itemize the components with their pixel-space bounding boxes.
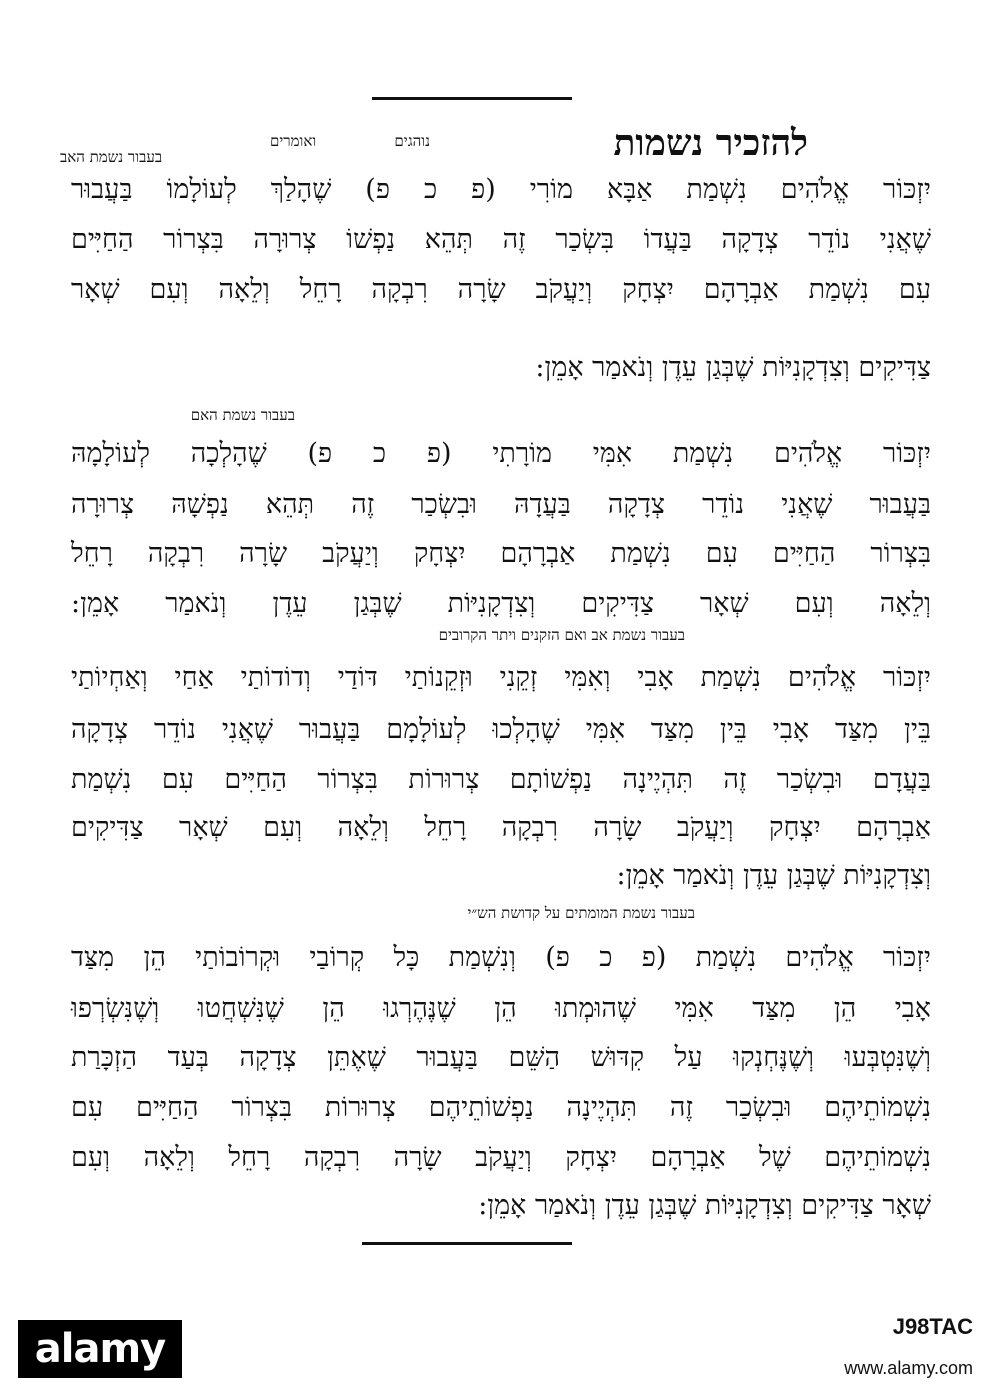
text-line: אַבְרָהָם יִצְחָק וְיַעֲקֹב שָׂרָה רִבְקָה רָחֵל וְלֵאָה וְעִם שְׁאָר צַדִּיקִים bbox=[71, 812, 931, 843]
text-line: נִשְׁמוֹתֵיהֶם שֶׁל אַבְרָהָם יִצְחָק וְיַעֲקֹב שָׂרָה רִבְקָה רָחֵל וְלֵאָה וְעִם bbox=[71, 1142, 931, 1173]
section-heading-martyrs: בעבור נשמת המומתים על קדושת הש״י bbox=[467, 904, 695, 922]
text-line: שְׁאָר צַדִּיקִים וְצִדְקָנִיּוֹת שֶׁבְּגַן עֵדֶן וְנֹאמַר אָמֵן: bbox=[478, 1190, 931, 1221]
site-url: www.alamy.com bbox=[844, 1358, 973, 1378]
watermark-footer bbox=[0, 1300, 995, 1390]
title-row bbox=[270, 118, 930, 174]
text-line: בֵּין מִצַּד אָבִי בֵּין מִצַּד אִמִּי שֶׁהָלְכוּ לְעוֹלָמָם בַּעֲבוּר שֶׁאֲנִי נוֹדֵר צְדָקָה bbox=[71, 714, 931, 745]
top-rule bbox=[372, 97, 572, 100]
text-line: עִם נִשְׁמַת אַבְרָהָם יִצְחָק וְיַעֲקֹב שָׂרָה רִבְקָה רָחֵל וְלֵאָה וְעִם שְׁאָר bbox=[71, 274, 931, 305]
section-heading-mother: בעבור נשמת האם bbox=[190, 406, 295, 424]
text-line: בַּעֲבוּר שֶׁאֲנִי נוֹדֵר צְדָקָה בַּעֲדָהּ וּבִשְׂכַר זֶה תְּהֵא נַפְשָׁהּ צְרוּרָה bbox=[71, 489, 931, 520]
alamy-logo: alamy bbox=[18, 1320, 182, 1378]
text-line: נִשְׁמוֹתֵיהֶם וּבִשְׂכַר זֶה תִּהְיֶינָה נַפְשׁוֹתֵיהֶם צְרוּרוֹת בִּצְרוֹר הַחַיִּים עִם bbox=[71, 1092, 931, 1123]
text-line: וְלֵאָה וְעִם שְׁאָר צַדִּיקִים וְצִדְקָנִיּוֹת שֶׁבְּגַן עֵדֶן וְנֹאמַר אָמֵן: bbox=[71, 588, 931, 619]
section-heading-father: בעבור נשמת האב bbox=[60, 148, 163, 166]
text-line: בִּצְרוֹר הַחַיִּים עִם נִשְׁמַת אַבְרָהָם יִצְחָק וְיַעֲקֹב שָׂרָה רִבְקָה רָחֵל bbox=[71, 538, 931, 569]
text-line: יִזְכּוֹר אֱלֹהִים נִשְׁמַת אִמִּי מוֹרָתִי (פ כ פ) שֶׁהָלְכָה לְעוֹלָמָהּ bbox=[71, 438, 931, 469]
title-suffix: ואומרים bbox=[270, 132, 317, 150]
text-line: יִזְכּוֹר אֱלֹהִים נִשְׁמַת אָבִי וְאִמִּי זְקֵנִי וּזְקֵנוֹתַי דּוֹדַי וְדוֹדוֹתַי אַחַי וְאַחְיוֹתַי bbox=[71, 662, 931, 693]
section-heading-relatives: בעבור נשמת אב ואם הזקנים ויתר הקרובים bbox=[438, 626, 685, 644]
text-line: אָבִי הֵן מִצַּד אִמִּי שֶׁהוּמְתוּ הֵן שֶׁנֶּהֶרְגוּ הֵן שֶׁנִּשְׁחֲטוּ וְשֶׁנִּשְׂרְפוּ bbox=[71, 993, 931, 1024]
text-line: יִזְכּוֹר אֱלֹהִים נִשְׁמַת אַבָּא מוֹרִי (פ כ פ) שֶׁהָלַךְ לְעוֹלָמוֹ בַּעֲבוּר bbox=[71, 174, 931, 205]
text-line: צַדִּיקִים וְצִדְקָנִיּוֹת שֶׁבְּגַן עֵדֶן וְנֹאמַר אָמֵן: bbox=[535, 352, 931, 383]
page-title: להזכיר נשמות bbox=[613, 122, 808, 164]
title-prefix: נוהגים bbox=[394, 132, 430, 150]
text-line: וְשֶׁנִּטְבְּעוּ וְשֶׁנֶּחְנְקוּ עַל קִדּוּשׁ הַשֵּׁם בַּעֲבוּר שֶׁאֶתֵּן צְדָקָה בְּעַד הַזְכָּרַת bbox=[71, 1042, 931, 1073]
bottom-rule bbox=[362, 1242, 572, 1245]
text-line: בַּעֲדָם וּבִשְׂכַר זֶה תִּהְיֶינָה נַפְשׁוֹתָם צְרוּרוֹת בִּצְרוֹר הַחַיִּים עִם נִשְׁמַת bbox=[71, 764, 931, 795]
text-line: שֶׁאֲנִי נוֹדֵר צְדָקָה בַּעֲדוֹ בִּשְׂכַר זֶה תְּהֵא נַפְשׁוֹ צְרוּרָה בִּצְרוֹר הַחַיִּים bbox=[71, 224, 931, 255]
text-line: יִזְכּוֹר אֱלֹהִים נִשְׁמַת (פ כ פ) וְנִשְׁמַת כָּל קְרוֹבַי וּקְרוֹבוֹתַי הֵן מִצַּד bbox=[71, 942, 931, 973]
image-id: J98TAC bbox=[892, 1314, 973, 1339]
text-line: וְצִדְקָנִיּוֹת שֶׁבְּגַן עֵדֶן וְנֹאמַר אָמֵן: bbox=[616, 860, 931, 891]
